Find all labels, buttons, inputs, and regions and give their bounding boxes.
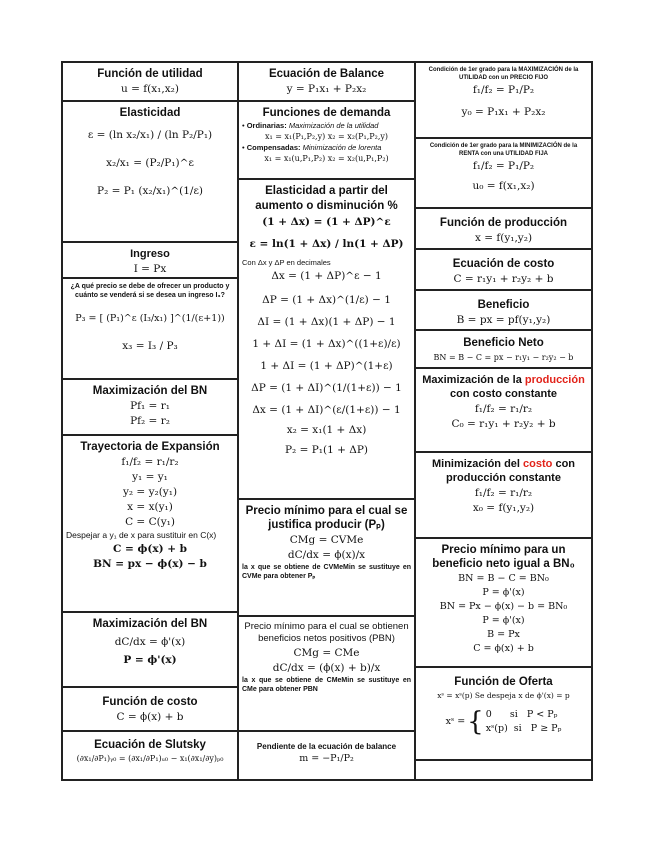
demand-ordinary-text: Maximización de la utilidad — [288, 121, 379, 130]
elasticity-change-eq-4: ΔP = (1 + Δx)^(1/ε) − 1 — [262, 294, 391, 306]
min-price-bn-box — [239, 617, 414, 732]
profit-box — [416, 291, 591, 331]
slutsky-title: Ecuación de Slutsky — [94, 739, 206, 751]
expansion-eq-4: x = x(y₁) — [127, 501, 173, 513]
supply-brace: { — [467, 706, 484, 737]
demand-title: Funciones de demanda — [262, 107, 391, 119]
balance-slope-box — [239, 732, 414, 779]
income-question-box — [63, 279, 237, 380]
demand-ordinary-eq: x₁ = x₁(P₁,P₂,y) x₂ = x₂(P₁,P₂,y) — [264, 132, 389, 141]
balance-title: Ecuación de Balance — [268, 68, 385, 80]
supply-case-1: 0 si P < Pₚ — [485, 709, 558, 720]
max-bn-title: Maximización del BN — [92, 385, 208, 397]
cond-max-title: Condición de 1er grado para la MAXIMIZACIÓN de la UTILIDAD con un PRECIO FIJO — [428, 67, 579, 81]
demand-ordinary: • Ordinarias: Maximización de la utilidad — [242, 121, 379, 130]
min-price-produce-box — [239, 500, 414, 617]
income-eq-2: x₃ = I₃ / P₃ — [122, 340, 178, 352]
min-price-bn0-eq-6: C = ϕ(x) + b — [473, 643, 534, 654]
elasticity-change-text: Con Δx y ΔP en decimales — [242, 258, 331, 267]
column-1 — [63, 63, 239, 779]
supply-eq-1: xˢ = xˢ(p) Se despeja x de ϕ'(x) = p — [437, 691, 570, 700]
formula-sheet — [61, 61, 593, 781]
min-price-bn-note: la x que se obtiene de CMeMin se sustituye en CMe para obtener PBN — [242, 677, 411, 693]
supply-piecewise — [419, 707, 588, 736]
elasticity-eq-2: x₂/x₁ = (P₂/P₁)^ε — [106, 157, 194, 169]
elasticity-box — [63, 102, 237, 243]
max-bn-box — [63, 380, 237, 436]
elasticity-change-eq-8: ΔP = (1 + ΔI)^(1/(1+ε)) − 1 — [251, 382, 402, 394]
elasticity-change-eq-7: 1 + ΔI = (1 + ΔP)^(1+ε) — [260, 360, 393, 372]
min-price-bn0-eq-2: P = ϕ'(x) — [482, 587, 525, 598]
cost-eq-eq: C = r₁y₁ + r₂y₂ + b — [453, 273, 554, 285]
min-price-produce-note: la x que se obtiene de CVMeMin se sustituye en CVMe para obtener Pₚ — [242, 564, 411, 580]
elasticity-change-title: Elasticidad a partir del aumento o disminución % — [255, 185, 398, 212]
demand-compensated-label: Compensadas: — [246, 143, 301, 152]
min-cost-box — [416, 453, 591, 539]
elasticity-change-eq-3: Δx = (1 + ΔP)^ε − 1 — [271, 270, 382, 282]
supply-piecewise-lhs: xˢ = — [445, 716, 466, 727]
cost-eq-title: Ecuación de costo — [452, 258, 555, 270]
min-cost-title-b: con producción constante — [446, 458, 576, 484]
balance-box — [239, 63, 414, 102]
min-price-bn0-eq-5: B = Px — [487, 629, 520, 640]
min-cost-eq-2: x₀ = f(y₁,y₂) — [472, 502, 535, 514]
expansion-text: Despejar a y₁ de x para sustituir en C(x) — [66, 530, 217, 540]
cond-min-box — [416, 139, 591, 209]
net-profit-title: Beneficio Neto — [463, 337, 544, 349]
min-price-bn-title: Precio mínimo para el cual se obtienen beneficios netos positivos (PBN) — [244, 621, 409, 644]
max-production-eq-1: f₁/f₂ = r₁/r₂ — [474, 403, 533, 415]
cost-function-eq: C = ϕ(x) + b — [116, 711, 184, 723]
cost-function-title: Función de costo — [102, 696, 198, 708]
min-price-bn-eq-1: CMg = CMe — [293, 647, 360, 659]
max-bn-2-eq-1: dC/dx = ϕ'(x) — [114, 636, 186, 648]
net-profit-box — [416, 331, 591, 369]
min-price-bn-eq-2: dC/dx = (ϕ(x) + b)/x — [272, 662, 381, 674]
utility-function-box — [63, 63, 237, 102]
supply-function-box — [416, 668, 591, 761]
supply-cases — [486, 707, 562, 736]
min-price-bn0-box — [416, 539, 591, 668]
column-3 — [416, 63, 591, 779]
demand-compensated: • Compensadas: Minimización de lorenta — [242, 143, 382, 152]
min-price-produce-eq-1: CMg = CVMe — [289, 534, 364, 546]
min-price-produce-eq-2: dC/dx = ϕ(x)/x — [287, 549, 366, 561]
balance-slope-eq: m = −P₁/P₂ — [299, 753, 354, 764]
expansion-eq-2: y₁ = y₁ — [132, 471, 168, 483]
demand-compensated-eq: x₁ = x₁(u,P₁,P₂) x₂ = x₂(u,P₁,P₂) — [264, 154, 389, 163]
income-header-box — [63, 243, 237, 279]
elasticity-change-eq-11: P₂ = P₁(1 + ΔP) — [284, 444, 368, 456]
cond-max-eq-1: f₁/f₂ = P₁/P₂ — [472, 84, 535, 96]
balance-slope-title: Pendiente de la ecuación de balance — [256, 742, 397, 751]
min-cost-title-a: Minimización del — [431, 458, 524, 470]
cost-function-box — [63, 688, 237, 732]
min-price-produce-title: Precio mínimo para el cual se justifica producir (Pₚ) — [245, 505, 408, 531]
max-bn-eq-2: Pf₂ = r₂ — [130, 415, 170, 427]
max-production-eq-2: C₀ = r₁y₁ + r₂y₂ + b — [451, 418, 556, 430]
demand-box — [239, 102, 414, 180]
expansion-eq-5: C = C(y₁) — [125, 516, 175, 528]
cond-min-title: Condición de 1er grado para la MINIMIZACIÓN de la RENTA con una UTILIDAD FIJA — [429, 143, 578, 157]
cond-max-eq-2: y₀ = P₁x₁ + P₂x₂ — [461, 106, 546, 118]
elasticity-eq-1: ε = (ln x₂/x₁) / (ln P₂/P₁) — [87, 129, 213, 141]
production-function-box — [416, 209, 591, 250]
production-eq: x = f(y₁,y₂) — [474, 232, 533, 244]
expansion-path-box — [63, 436, 237, 613]
expansion-eq-7: BN = px − ϕ(x) − b — [93, 558, 207, 570]
max-bn-2-title: Maximización del BN — [92, 618, 208, 630]
elasticity-change-eq-9: Δx = (1 + ΔI)^(ε/(1+ε)) − 1 — [252, 404, 401, 416]
expansion-title: Trayectoria de Expansión — [80, 441, 220, 453]
max-bn-2-box — [63, 613, 237, 688]
max-production-title-red: producción — [524, 374, 585, 386]
expansion-eq-1: f₁/f₂ = r₁/r₂ — [121, 456, 179, 468]
cost-equation-box — [416, 250, 591, 291]
max-production-title-a: Maximización de la — [422, 374, 525, 386]
demand-ordinary-label: Ordinarias: — [246, 121, 287, 130]
profit-title: Beneficio — [477, 299, 530, 311]
expansion-eq-6: C = ϕ(x) + b — [113, 543, 187, 555]
elasticity-change-eq-1: (1 + Δx) = (1 + ΔP)^ε — [262, 216, 391, 228]
slutsky-eq: (∂x₁/∂P₁)ᵧ₀ = (∂x₁/∂P₁)ᵤ₀ − x₁(∂x₁/∂y)ₚ₀ — [76, 754, 224, 763]
max-production-title-b: con costo constante — [450, 388, 557, 400]
net-profit-eq: BN = B − C = px − r₁y₁ − r₂y₂ − b — [433, 353, 574, 362]
max-bn-2-eq-2: P = ϕ'(x) — [123, 654, 177, 666]
elasticity-eq-3: P₂ = P₁ (x₂/x₁)^(1/ε) — [97, 185, 203, 197]
supply-case-2: xˢ(p) si P ≥ Pₚ — [485, 723, 562, 734]
min-price-bn0-eq-3: BN = Px − ϕ(x) − b = BN₀ — [439, 601, 568, 612]
min-cost-title-red: costo — [523, 458, 553, 470]
cond-min-eq-1: f₁/f₂ = P₁/P₂ — [472, 160, 535, 172]
profit-eq: B = px = pf(y₁,y₂) — [456, 314, 551, 326]
min-cost-eq-1: f₁/f₂ = r₁/r₂ — [474, 487, 533, 499]
income-eq-1: P₃ = [ (P₁)^ε (I₃/x₁) ]^(1/(ε+1)) — [75, 313, 225, 324]
elasticity-title: Elasticidad — [119, 107, 181, 119]
max-bn-eq-1: Pf₁ = r₁ — [130, 400, 170, 412]
utility-eq: u = f(x₁,x₂) — [121, 83, 179, 95]
elasticity-change-eq-5: ΔI = (1 + Δx)(1 + ΔP) − 1 — [257, 316, 396, 328]
elasticity-change-eq-10: x₂ = x₁(1 + Δx) — [286, 424, 367, 436]
min-price-bn0-title: Precio mínimo para un beneficio neto igual a BN₀ — [432, 544, 575, 570]
cond-min-eq-2: u₀ = f(x₁,x₂) — [472, 180, 535, 192]
expansion-eq-3: y₂ = y₂(y₁) — [122, 486, 178, 498]
production-title: Función de producción — [439, 217, 568, 229]
income-note: ¿A qué precio se debe de ofrecer un producto y cuánto se venderá si se desea un ingreso I₃? — [70, 283, 230, 299]
min-price-bn0-eq-4: P = ϕ'(x) — [482, 615, 525, 626]
empty-box — [416, 761, 591, 779]
demand-compensated-text: Minimización de lorenta — [302, 143, 382, 152]
min-cost-title — [419, 457, 588, 485]
income-title: Ingreso — [130, 248, 170, 260]
elasticity-change-eq-6: 1 + ΔI = (1 + Δx)^((1+ε)/ε) — [252, 338, 401, 350]
column-2 — [239, 63, 416, 779]
cond-max-box — [416, 63, 591, 139]
elasticity-change-box — [239, 180, 414, 500]
balance-eq: y = P₁x₁ + P₂x₂ — [286, 83, 367, 95]
utility-title: Función de utilidad — [97, 68, 203, 80]
max-production-box — [416, 369, 591, 453]
slutsky-box — [63, 732, 237, 779]
max-production-title — [419, 373, 588, 401]
min-price-bn0-eq-1: BN = B − C = BN₀ — [458, 573, 549, 584]
income-eq: I = Px — [133, 263, 167, 275]
supply-title: Función de Oferta — [454, 676, 553, 688]
elasticity-change-eq-2: ε = ln(1 + Δx) / ln(1 + ΔP) — [249, 238, 404, 250]
